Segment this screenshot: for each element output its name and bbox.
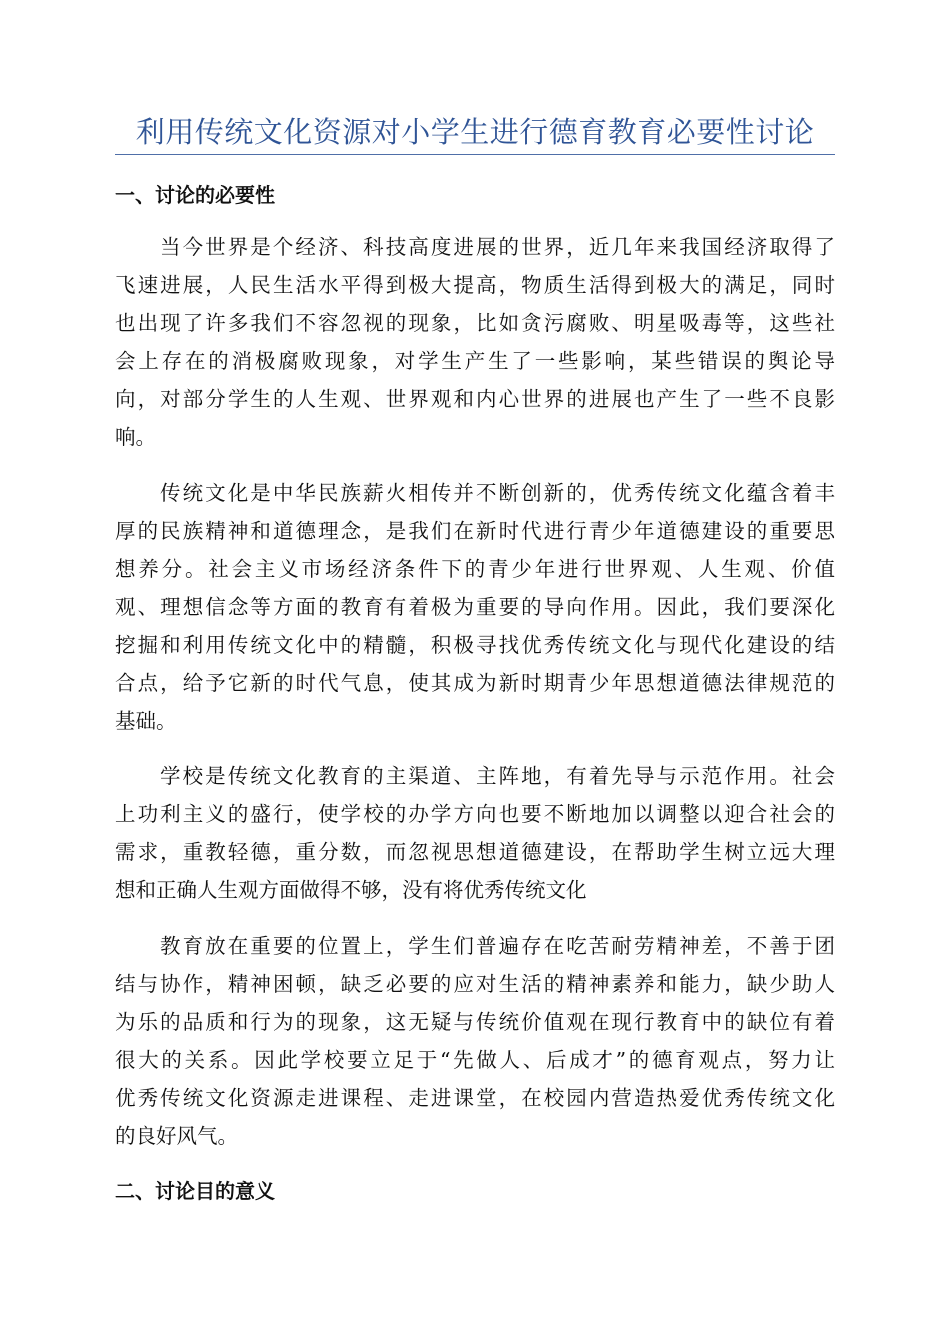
section-heading: 一、讨论的必要性 (115, 183, 275, 207)
paragraph-line: 的良好风气。 (115, 1124, 238, 1148)
title-underline (115, 154, 835, 155)
document-title: 利用传统文化资源对小学生进行德育教育必要性讨论 (135, 115, 815, 149)
paragraph-line: 为乐的品质和行为的现象，这无疑与传统价值观在现行教育中的缺位有着 (115, 1010, 835, 1034)
paragraph-line: 上功利主义的盛行，使学校的办学方向也要不断地加以调整以迎合社会的 (115, 802, 835, 826)
paragraph-line: 当今世界是个经济、科技高度进展的世界，近几年来我国经济取得了 (160, 235, 835, 259)
paragraph-line: 传统文化是中华民族薪火相传并不断创新的，优秀传统文化蕴含着丰 (160, 481, 835, 505)
paragraph-line: 挖掘和利用传统文化中的精髓，积极寻找优秀传统文化与现代化建设的结 (115, 633, 835, 657)
paragraph-line: 基础。 (115, 709, 177, 733)
paragraph-line: 合点，给予它新的时代气息，使其成为新时期青少年思想道德法律规范的 (115, 671, 835, 695)
section-heading: 二、讨论目的意义 (115, 1179, 275, 1203)
paragraph-line: 结与协作，精神困顿，缺乏必要的应对生活的精神素养和能力，缺少助人 (115, 972, 835, 996)
paragraph-line: 优秀传统文化资源走进课程、走进课堂，在校园内营造热爱优秀传统文化 (115, 1086, 835, 1110)
paragraph-line: 向，对部分学生的人生观、世界观和内心世界的进展也产生了一些不良影 (115, 387, 835, 411)
paragraph-line: 教育放在重要的位置上，学生们普遍存在吃苦耐劳精神差，不善于团 (160, 934, 835, 958)
paragraph-line: 会上存在的消极腐败现象，对学生产生了一些影响，某些错误的舆论导 (115, 349, 835, 373)
paragraph-line: 想和正确人生观方面做得不够，没有将优秀传统文化 (115, 878, 587, 902)
paragraph-line: 飞速进展，人民生活水平得到极大提高，物质生活得到极大的满足，同时 (115, 273, 835, 297)
paragraph-line: 需求，重教轻德，重分数，而忽视思想道德建设，在帮助学生树立远大理 (115, 840, 835, 864)
paragraph-line: 学校是传统文化教育的主渠道、主阵地，有着先导与示范作用。社会 (160, 764, 835, 788)
paragraph (115, 757, 835, 909)
paragraph (115, 927, 835, 1155)
paragraph (115, 228, 835, 456)
paragraph-line: 也出现了许多我们不容忽视的现象，比如贪污腐败、明星吸毒等，这些社 (115, 311, 835, 335)
paragraph-line: 观、理想信念等方面的教育有着极为重要的导向作用。因此，我们要深化 (115, 595, 835, 619)
paragraph-line: 响。 (115, 425, 156, 449)
paragraph-line: 厚的民族精神和道德理念，是我们在新时代进行青少年道德建设的重要思 (115, 519, 835, 543)
paragraph (115, 474, 835, 740)
paragraph-line: 很大的关系。因此学校要立足于“先做人、后成才”的德育观点，努力让 (115, 1048, 835, 1072)
paragraph-line: 想养分。社会主义市场经济条件下的青少年进行世界观、人生观、价值 (115, 557, 835, 581)
